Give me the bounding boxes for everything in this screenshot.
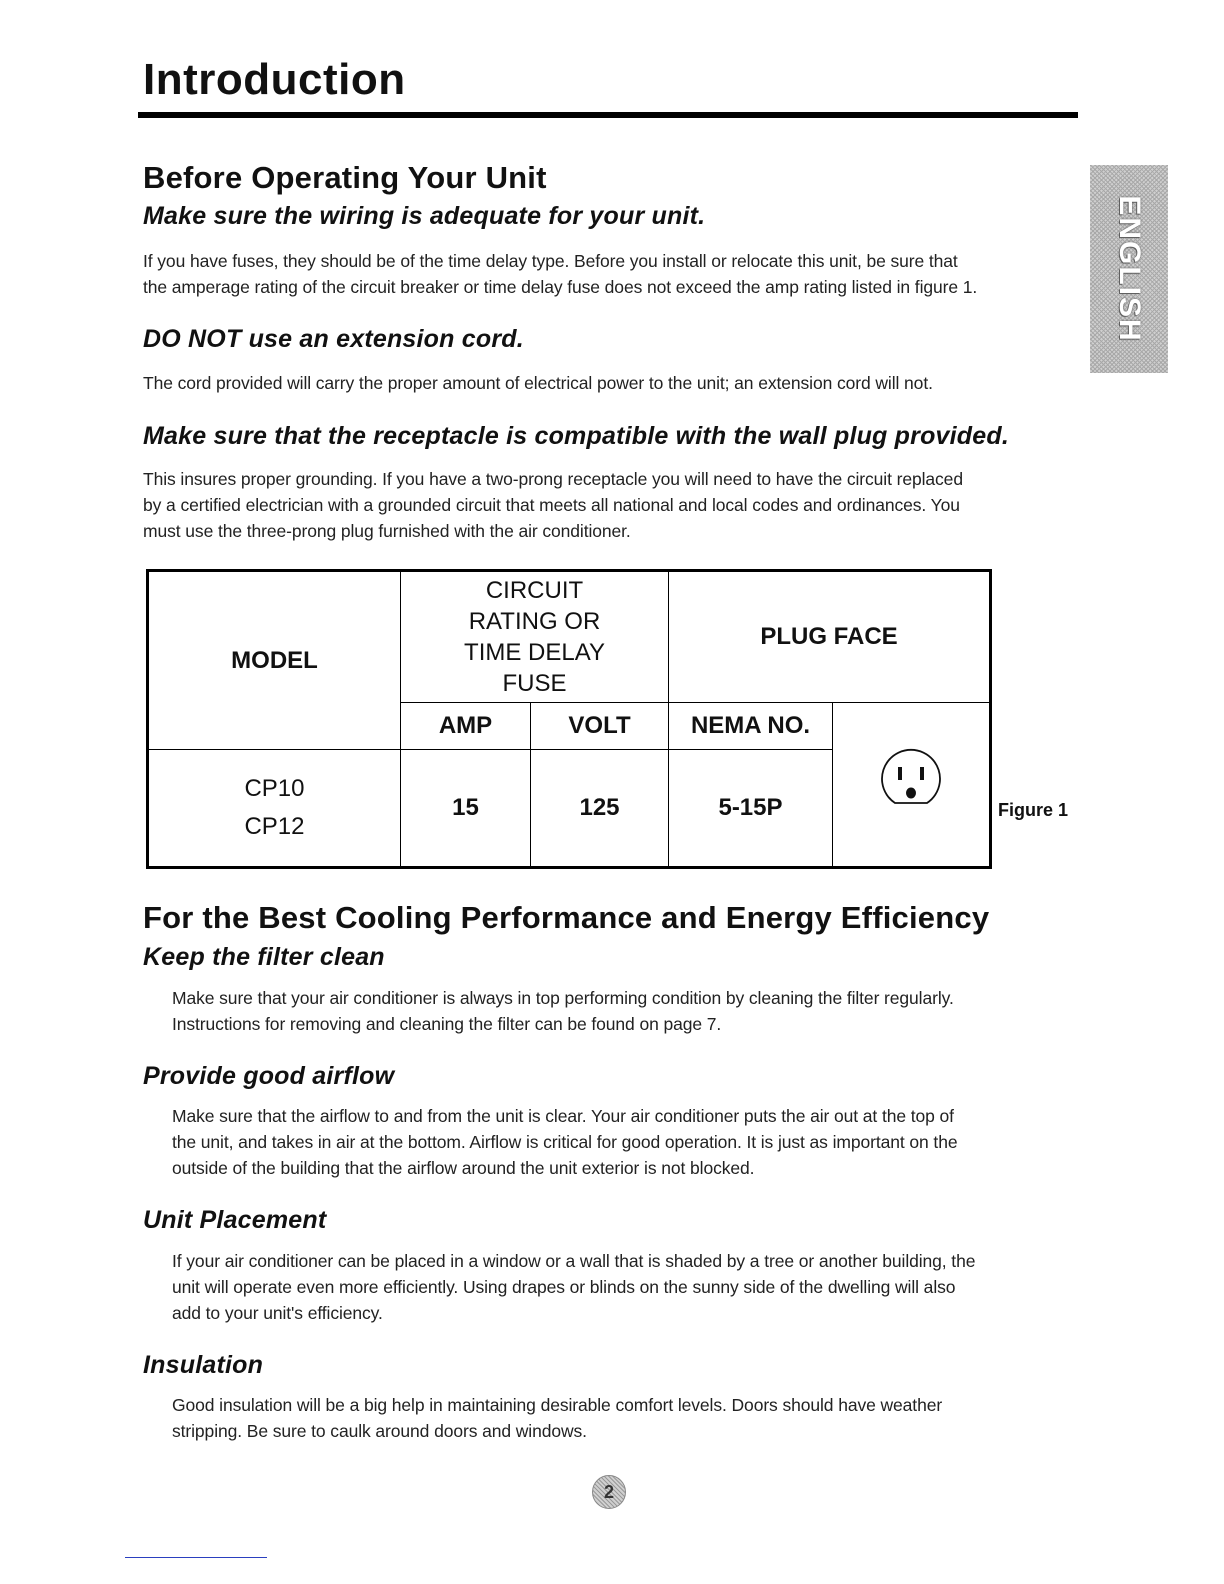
circuit-header-line: RATING OR	[468, 608, 601, 635]
circuit-header-line: CIRCUIT	[485, 577, 584, 604]
nema-cell	[669, 750, 833, 868]
text-line: The cord provided will carry the proper amount of electrical power to the unit; an extension cord will not.	[143, 373, 933, 393]
section-heading-performance: For the Best Cooling Performance and Energy Efficiency	[143, 900, 990, 935]
volt-header-cell	[531, 703, 669, 750]
language-tab	[1090, 165, 1168, 373]
page-title: Introduction	[143, 55, 406, 104]
text-line: unit will operate even more efficiently. Using drapes or blinds on the sunny side of the dwelling will also	[172, 1277, 956, 1297]
paragraph-insulation	[172, 1392, 942, 1444]
model-header-cell	[148, 571, 401, 750]
amp-value: 15	[452, 794, 479, 821]
text-line: stripping. Be sure to caulk around doors and windows.	[172, 1421, 587, 1441]
text-line: the unit, and takes in air at the bottom. Airflow is critical for good operation. It is just as important on the	[172, 1132, 958, 1152]
nema-header-cell	[669, 703, 833, 750]
subheading-filter: Keep the filter clean	[143, 943, 385, 971]
text-line: add to your unit's efficiency.	[172, 1303, 383, 1323]
model-cell	[148, 750, 401, 868]
nema-header: NEMA NO.	[690, 712, 811, 739]
text-line: outside of the building that the airflow around the unit exterior is not blocked.	[172, 1158, 755, 1178]
amp-header-cell	[401, 703, 531, 750]
electrical-spec-table	[146, 569, 992, 869]
text-line: If you have fuses, they should be of the time delay type. Before you install or relocate this unit, be sure that	[143, 251, 958, 271]
section-heading-before: Before Operating Your Unit	[143, 160, 547, 195]
title-rule	[138, 112, 1078, 118]
page-number: 2	[592, 1475, 626, 1509]
amp-header: AMP	[438, 712, 493, 739]
subheading-insulation: Insulation	[143, 1351, 264, 1379]
circuit-header-line: FUSE	[502, 670, 567, 697]
nema-value: 5-15P	[718, 794, 783, 821]
plug-face-header-cell	[669, 571, 991, 703]
volt-cell	[531, 750, 669, 868]
model-value: CP10	[244, 775, 305, 802]
text-line: by a certified electrician with a grounded circuit that meets all national and local codes and ordinances. You	[143, 495, 960, 515]
subheading-wiring: Make sure the wiring is adequate for your unit.	[143, 202, 706, 230]
paragraph-wiring	[143, 248, 977, 300]
paragraph-extension	[143, 370, 933, 396]
paragraph-airflow	[172, 1103, 957, 1181]
text-line: This insures proper grounding. If you have a two-prong receptacle you will need to have the circuit replaced	[143, 469, 963, 489]
text-line: Instructions for removing and cleaning the filter can be found on page 7.	[172, 1014, 722, 1034]
text-line: Make sure that the airflow to and from the unit is clear. Your air conditioner puts the air out at the top of	[172, 1106, 954, 1126]
footer-line	[125, 1557, 267, 1558]
text-line: the amperage rating of the circuit breaker or time delay fuse does not exceed the amp rating listed in figure 1.	[143, 277, 978, 297]
volt-value: 125	[579, 794, 620, 821]
text-line: Make sure that your air conditioner is always in top performing condition by cleaning the filter regularly.	[172, 988, 954, 1008]
paragraph-filter	[172, 985, 954, 1037]
text-line: Good insulation will be a big help in maintaining desirable comfort levels. Doors should have weather	[172, 1395, 943, 1415]
subheading-receptacle: Make sure that the receptacle is compatible with the wall plug provided.	[143, 422, 1009, 450]
volt-header: VOLT	[568, 712, 631, 739]
paragraph-placement	[172, 1248, 975, 1326]
subheading-extension: DO NOT use an extension cord.	[143, 325, 524, 353]
paragraph-receptacle	[143, 466, 963, 544]
model-header: MODEL	[231, 646, 318, 674]
plug-icon-cell	[833, 703, 991, 868]
amp-cell	[401, 750, 531, 868]
text-line: must use the three-prong plug furnished with the air conditioner.	[143, 521, 631, 541]
subheading-placement: Unit Placement	[143, 1206, 327, 1234]
three-prong-outlet-icon	[875, 745, 947, 817]
figure-label: Figure 1	[998, 800, 1069, 820]
plug-face-header: PLUG FACE	[760, 623, 898, 650]
model-value: CP12	[244, 813, 305, 840]
circuit-header-line: TIME DELAY	[464, 639, 605, 666]
circuit-header-cell	[401, 571, 669, 703]
text-line: If your air conditioner can be placed in a window or a wall that is shaded by a tree or another building, the	[172, 1251, 976, 1271]
language-tab-label: ENGLISH	[1113, 195, 1146, 343]
subheading-airflow: Provide good airflow	[143, 1062, 395, 1090]
